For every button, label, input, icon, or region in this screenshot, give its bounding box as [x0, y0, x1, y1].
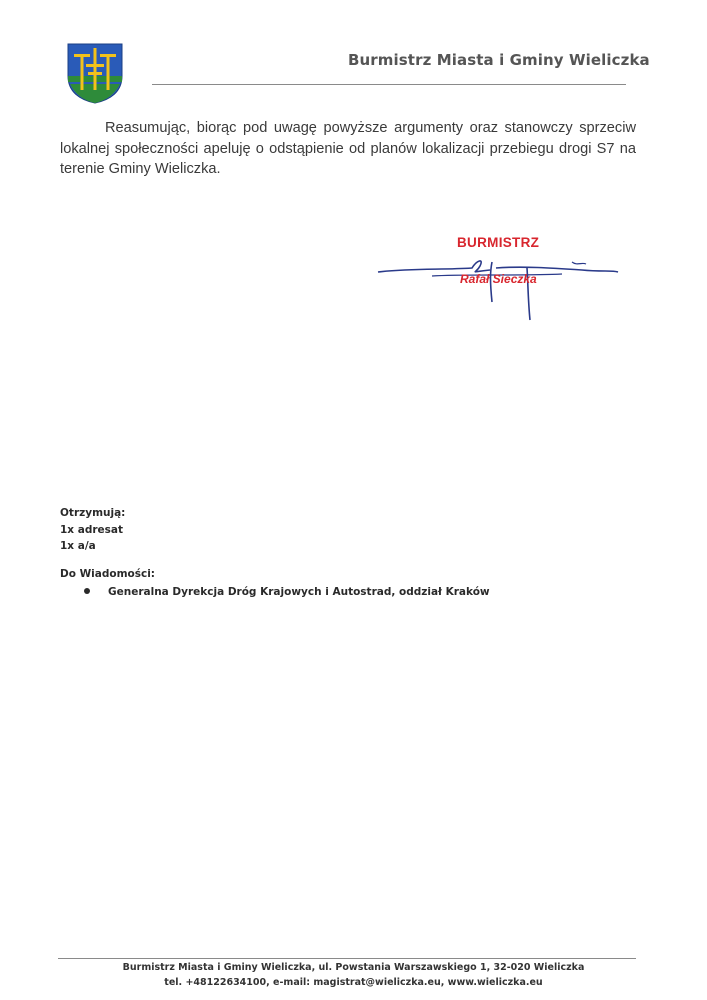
body-paragraph: Reasumując, biorąc pod uwagę powyższe argumenty oraz stanowczy sprzeciw lokalnej społeczności apeluję o odstąpienie od planów lokalizacji przebiegu drogi S7 na terenie Gminy Wieliczka. — [60, 120, 636, 177]
stamp-name: Rafał Sieczka — [460, 272, 537, 286]
recipient-item: 1x adresat — [60, 523, 123, 536]
footer-contact: tel. +48122634100, e-mail: magistrat@wieliczka.eu, www.wieliczka.eu — [164, 977, 543, 988]
header-divider — [152, 84, 626, 85]
stamp-title: BURMISTRZ — [457, 235, 540, 250]
coat-of-arms-icon — [66, 42, 124, 104]
page-title: Burmistrz Miasta i Gminy Wieliczka — [348, 51, 650, 69]
recipients-heading: Otrzymują: — [60, 507, 126, 519]
bullet-icon — [84, 588, 90, 594]
recipients-block — [60, 505, 125, 555]
recipient-item: 1x a/a — [60, 540, 96, 552]
notice-list-item — [84, 586, 490, 598]
footer-address: Burmistrz Miasta i Gminy Wieliczka, ul. Powstania Warszawskiego 1, 32-020 Wieliczka — [122, 962, 585, 973]
notice-heading: Do Wiadomości: — [60, 568, 156, 580]
notice-item-text: Generalna Dyrekcja Dróg Krajowych i Autostrad, oddział Kraków — [108, 586, 490, 598]
footer-divider — [58, 958, 636, 959]
